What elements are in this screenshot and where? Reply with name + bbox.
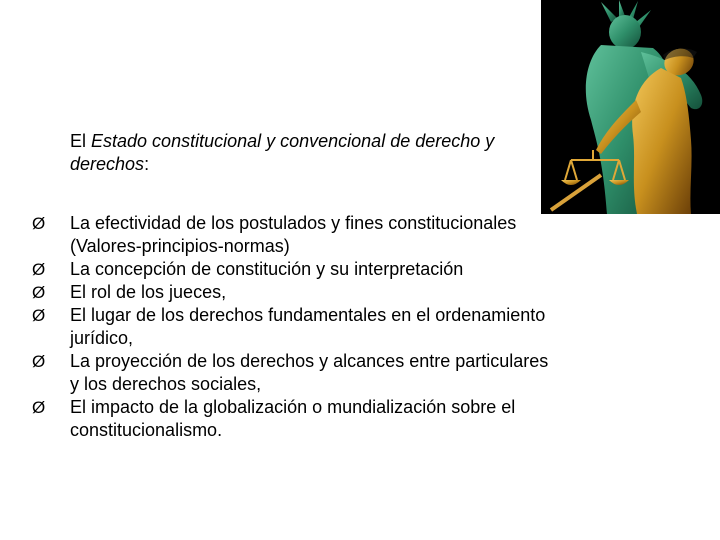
list-item xyxy=(32,258,552,281)
arrow-bullet-icon: Ø xyxy=(32,283,46,302)
list-item xyxy=(32,212,552,258)
title-suffix: : xyxy=(144,154,150,174)
list-item xyxy=(32,281,552,304)
list-item-text: El lugar de los derechos fundamentales en el ordenamiento jurídico, xyxy=(70,305,546,348)
arrow-bullet-icon: Ø xyxy=(32,260,46,279)
slide-title xyxy=(70,130,510,176)
list-item xyxy=(32,304,552,350)
arrow-bullet-icon: Ø xyxy=(32,398,46,417)
arrow-bullet-icon: Ø xyxy=(32,352,46,371)
arrow-bullet-icon: Ø xyxy=(32,214,46,233)
list-item-text: La efectividad de los postulados y fines constitucionales (Valores-principios-normas) xyxy=(70,213,517,256)
bullet-list xyxy=(32,212,552,442)
list-item xyxy=(32,350,552,396)
list-item-text: La proyección de los derechos y alcances entre particulares y los derechos sociales, xyxy=(70,351,549,394)
title-prefix: El xyxy=(70,131,92,151)
list-item xyxy=(32,396,552,442)
liberty-justice-statues-icon xyxy=(541,0,720,214)
list-item-text: La concepción de constitución y su interpretación xyxy=(70,259,464,279)
list-item-text: El impacto de la globalización o mundialización sobre el constitucionalismo. xyxy=(70,397,516,440)
arrow-bullet-icon: Ø xyxy=(32,306,46,325)
list-item-text: El rol de los jueces, xyxy=(70,282,227,302)
title-emphasis: Estado constitucional y convencional de derecho y derechos xyxy=(70,131,495,174)
statue-illustration xyxy=(541,0,720,214)
